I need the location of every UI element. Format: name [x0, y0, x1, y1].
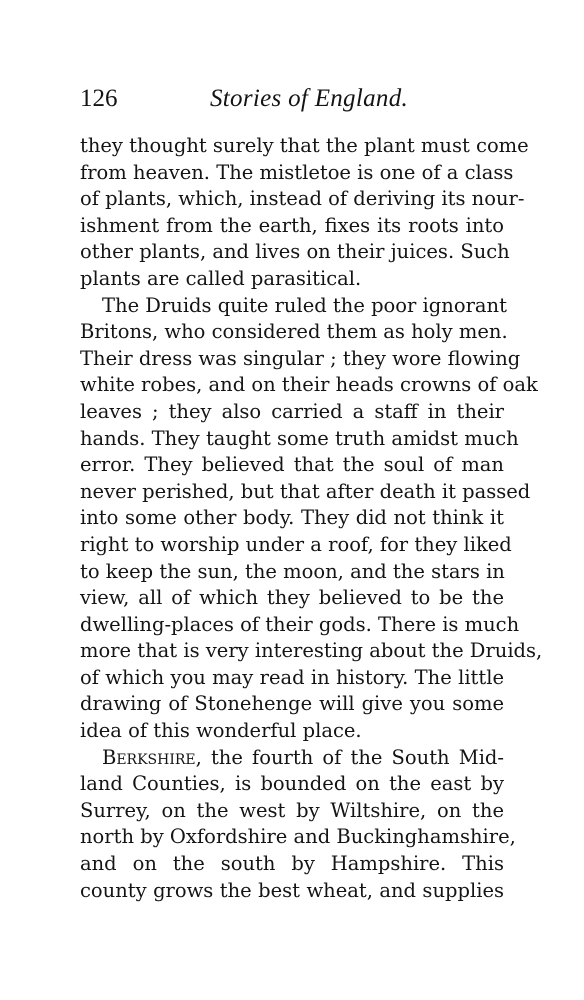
lead-word: Berkshire,: [102, 745, 202, 769]
text-line: other plants, and lives on their juices. Such: [80, 240, 510, 264]
running-title: Stories of England.: [210, 85, 409, 112]
body-text: [80, 133, 543, 904]
page-header: [80, 82, 504, 116]
text-line: into some other body. They did not think it: [80, 506, 504, 530]
text-line: white robes, and on their heads crowns of oak: [80, 373, 538, 397]
text-line: north by Oxfordshire and Buckinghamshire,: [80, 825, 516, 849]
paragraph-berkshire: [80, 745, 516, 905]
text-line: more that is very interesting about the Druids,: [80, 639, 543, 663]
text-line: county grows the best wheat, and supplies: [80, 878, 504, 902]
text-line: [80, 745, 504, 772]
text-line: they thought surely that the plant must come: [80, 134, 529, 157]
text-line: land Counties, is bounded on the east by: [80, 772, 504, 796]
text-line: view, all of which they believed to be the: [80, 586, 504, 610]
text-line: right to worship under a roof, for they liked: [80, 532, 512, 556]
text-line: dwelling-places of their gods. There is much: [80, 612, 520, 636]
text-line: hands. They taught some truth amidst much: [80, 426, 519, 450]
text-line: of plants, which, instead of deriving its nour-: [80, 187, 525, 211]
text-line: never perished, but that after death it passed: [80, 479, 531, 503]
text-line: of which you may read in history. The little: [80, 665, 504, 689]
text-line: leaves ; they also carried a staff in their: [80, 399, 504, 423]
text-line: ishment from the earth, fixes its roots into: [80, 213, 504, 237]
text-line: drawing of Stonehenge will give you some: [80, 692, 504, 716]
paragraph-mistletoe: [80, 133, 529, 293]
text-line: Their dress was singular ; they wore flowing: [80, 346, 521, 370]
text-line: Britons, who considered them as holy men.: [80, 320, 508, 344]
text-line: The Druids quite ruled the poor ignorant: [102, 293, 507, 317]
text-line: from heaven. The mistletoe is one of a class: [80, 160, 514, 184]
text-line-rest: the fourth of the South Mid-: [201, 745, 504, 769]
text-line: idea of this wonderful place.: [80, 719, 362, 743]
page-number: 126: [80, 85, 118, 112]
text-line: Surrey, on the west by Wiltshire, on the: [80, 798, 504, 822]
text-line: plants are called parasitical.: [80, 266, 362, 290]
paragraph-druids: [80, 293, 543, 745]
text-line: and on the south by Hampshire. This: [80, 852, 504, 876]
text-line: error. They believed that the soul of man: [80, 453, 504, 477]
text-line: to keep the sun, the moon, and the stars in: [80, 559, 505, 583]
